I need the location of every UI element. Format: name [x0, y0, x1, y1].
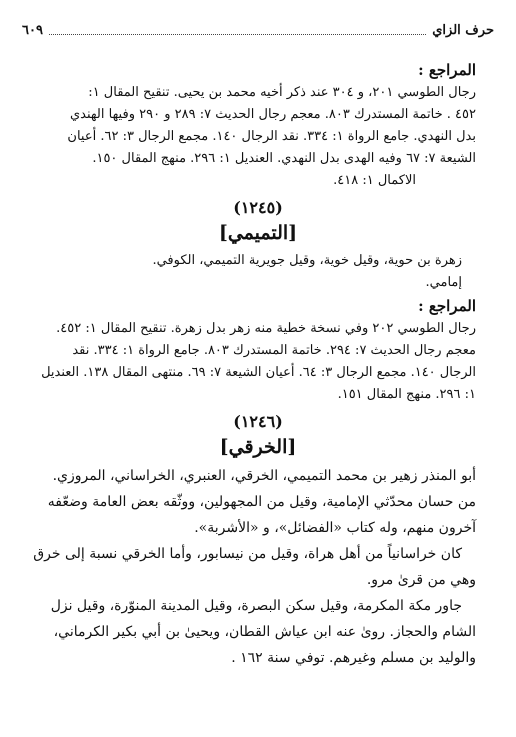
reference-line: ١: ٢٩٦. منهج المقال ١٥١.: [337, 387, 476, 402]
header-dot-leader: [49, 26, 426, 35]
reference-line: رجال الطوسي ٢٠٢ وفي نسخة خطية منه زهر بدل زهرة. تنقيح المقال ١: ٤٥٢.: [56, 321, 476, 336]
entry-text-line: آخرون منهم، وله كتاب «الفضائل»، و «الأشربة».: [194, 520, 476, 536]
entry-text-line: من حسان محدّثي الإمامية، وقيل من المجهولين، ووثّقه بعض العامة وضعّفه: [47, 494, 476, 510]
page-number: ٦٠٩: [22, 22, 43, 38]
entry-text-line: وهي من قرىٰ مرو.: [366, 572, 476, 588]
entry-text-line: والوليد بن مسلم وغيرهم. توفي سنة ١٦٢ .: [231, 650, 476, 666]
reference-line: معجم رجال الحديث ٧: ٢٩٤. خاتمة المستدرك ٨٠٣. جامع الرواة ١: ٣٣٤. نقد: [72, 343, 476, 358]
references-heading: المراجع :: [418, 61, 476, 79]
entry-number: (١٢٤٦): [233, 412, 283, 431]
page-header: [22, 20, 494, 40]
entry-text-line: الشام والحجاز. روىٰ عنه ابن عياش القطان، ويحيىٰ بن أبي بكير الكرماني،: [53, 624, 476, 640]
entry-title: [التميمي]: [218, 222, 298, 244]
references-heading: المراجع :: [418, 297, 476, 315]
reference-line: الاكمال ١: ٤١٨.: [333, 173, 416, 188]
entry-text-line: زهرة بن حوية، وقيل خوية، وقيل جويرية التميمي، الكوفي.: [152, 253, 462, 268]
entry-title: [الخرقي]: [219, 436, 297, 458]
entry-text-line: إمامي.: [425, 275, 462, 290]
entry-number: (١٢٤٥): [233, 198, 283, 217]
page-body: [33, 58, 476, 672]
entry-text-line: كان خراسانياً من أهل هراة، وقيل من نيسابور، وأما الخرقي نسبة إلى خرق: [33, 546, 462, 562]
reference-line: بدل النهدي. جامع الرواة ١: ٣٣٤. نقد الرجال ١٤٠. مجمع الرجال ٣: ٦٢. أعيان: [67, 129, 476, 144]
reference-line: ٤٥٢ . خاتمة المستدرك ٨٠٣. معجم رجال الحديث ٧: ٢٨٩ و ٢٩٠ وفيها الهندي: [69, 107, 476, 122]
entry-text-line: أبو المنذر زهير بن محمد التميمي، الخرقي، العنبري، الخراساني، المروزي.: [52, 468, 476, 484]
reference-line: الرجال ١٤٠. مجمع الرجال ٣: ٦٤. أعيان الشيعة ٧: ٦٩. منتهى المقال ١٣٨. العنديل: [41, 365, 476, 380]
reference-line: الشيعة ٧: ٦٧ وفيه الهدى بدل النهدي. العنديل ١: ٢٩٦. منهج المقال ١٥٠.: [92, 151, 476, 166]
entry-text-line: جاور مكة المكرمة، وقيل سكن البصرة، وقيل المدينة المنوّرة، وقيل نزل: [50, 598, 462, 614]
running-title: حرف الزاي: [432, 22, 494, 38]
reference-line: رجال الطوسي ٢٠١، و ٣٠٤ عند ذكر أخيه محمد بن يحيى. تنقيح المقال ١:: [88, 85, 476, 100]
